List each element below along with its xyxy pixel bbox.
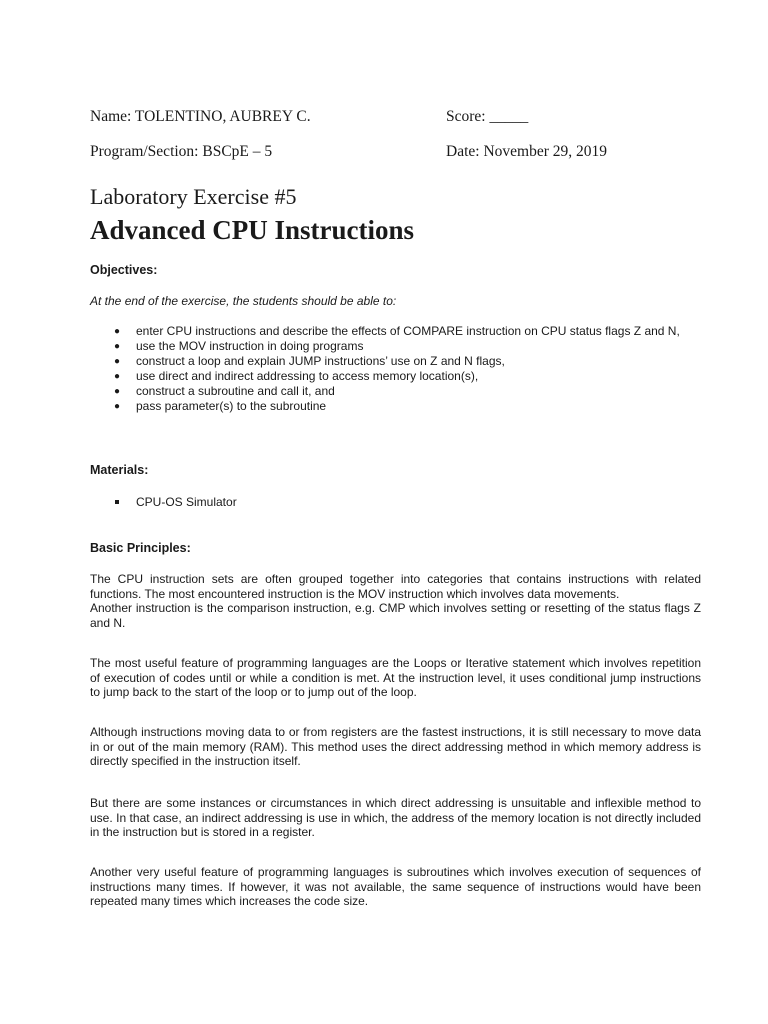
materials-heading: Materials: bbox=[90, 463, 149, 477]
list-item bbox=[90, 339, 700, 354]
bullet-icon: ● bbox=[114, 356, 121, 367]
objective-text: pass parameter(s) to the subroutine bbox=[136, 399, 327, 413]
bullet-icon: ● bbox=[114, 341, 121, 352]
list-item bbox=[90, 399, 700, 414]
bullet-icon: ● bbox=[114, 386, 121, 397]
objective-text: construct a loop and explain JUMP instructions’ use on Z and N flags, bbox=[136, 354, 505, 368]
exercise-number-title: Laboratory Exercise #5 bbox=[90, 184, 297, 209]
paragraph-text: Although instructions moving data to or from registers are the fastest instructions, it is still necessary to move data in or out of the main memory (RAM). This method uses the direct addressing method in which memory address is directly specified in the instruction itself. bbox=[90, 725, 701, 769]
objectives-list bbox=[90, 324, 700, 414]
paragraph-text: The CPU instruction sets are often grouped together into categories that contains instructions with related functions. The most encountered instruction is the MOV instruction which involves data movements. bbox=[90, 572, 701, 601]
exercise-date: Date: November 29, 2019 bbox=[446, 143, 607, 160]
paragraph-text: Another very useful feature of programming languages is subroutines which involves execution of sequences of instructions many times. If however, it was not available, the same sequence of instructions would have been repeated many times which increases the code size. bbox=[90, 865, 701, 909]
principles-paragraph bbox=[90, 725, 701, 769]
material-text: CPU-OS Simulator bbox=[136, 495, 237, 509]
bullet-icon: ● bbox=[114, 401, 121, 412]
exercise-topic-title: Advanced CPU Instructions bbox=[90, 215, 415, 245]
objectives-heading: Objectives: bbox=[90, 263, 158, 277]
objective-text: use direct and indirect addressing to access memory location(s), bbox=[136, 369, 479, 383]
principles-paragraph bbox=[90, 572, 701, 630]
square-bullet-icon bbox=[115, 500, 119, 504]
list-item bbox=[90, 369, 700, 384]
objective-text: construct a subroutine and call it, and bbox=[136, 384, 335, 398]
paragraph-text: But there are some instances or circumstances in which direct addressing is unsuitable and inflexible method to use. In that case, an indirect addressing is use in which, the address of the memory location is not directly included in the instruction but is stored in a register. bbox=[90, 796, 701, 840]
list-item bbox=[90, 324, 700, 339]
principles-paragraph bbox=[90, 796, 701, 840]
principles-paragraph bbox=[90, 656, 701, 700]
program-section: Program/Section: BSCpE – 5 bbox=[90, 143, 273, 160]
paragraph-text: The most useful feature of programming languages are the Loops or Iterative statement which involves repetition of execution of codes until or while a condition is met. At the instruction level, it uses conditional jump instructions to jump back to the start of the loop or to jump out of the loop. bbox=[90, 656, 701, 700]
list-item bbox=[90, 384, 700, 399]
list-item bbox=[90, 354, 700, 369]
principles-paragraph bbox=[90, 865, 701, 909]
list-item bbox=[90, 495, 690, 510]
student-name: Name: TOLENTINO, AUBREY C. bbox=[90, 108, 311, 125]
score-field: Score: _____ bbox=[446, 108, 529, 125]
bullet-icon: ● bbox=[114, 326, 121, 337]
materials-list bbox=[90, 495, 690, 510]
paragraph-continuation-text: Another instruction is the comparison instruction, e.g. CMP which involves setting or resetting of the status flags Z and N. bbox=[90, 601, 701, 630]
objective-text: enter CPU instructions and describe the effects of COMPARE instruction on CPU status flags Z and N, bbox=[136, 324, 680, 338]
objective-text: use the MOV instruction in doing programs bbox=[136, 339, 364, 353]
objectives-intro: At the end of the exercise, the students should be able to: bbox=[90, 294, 397, 308]
basic-principles-heading: Basic Principles: bbox=[90, 541, 191, 555]
bullet-icon: ● bbox=[114, 371, 121, 382]
